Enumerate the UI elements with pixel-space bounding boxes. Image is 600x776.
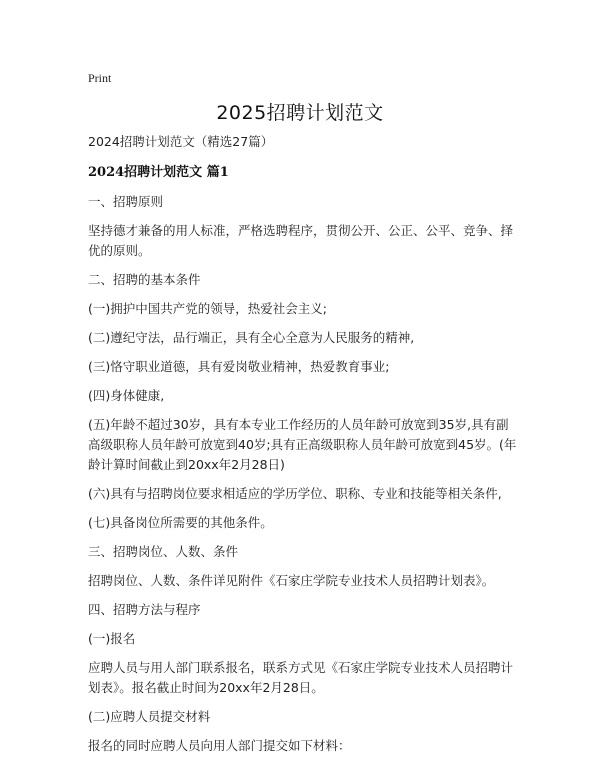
document-subtitle: 2024招聘计划范文（精选27篇） bbox=[88, 134, 274, 149]
paragraph-condition-4: (四)身体健康, bbox=[88, 388, 165, 403]
paragraph-registration-text: 应聘人员与用人部门联系报名，联系方式见《石家庄学院专业技术人员招聘计划表》。报名截止时间为20xx年2月28日。 bbox=[88, 660, 514, 695]
paragraph-condition-3: (三)恪守职业道德，具有爱岗敬业精神，热爱教育事业; bbox=[88, 359, 390, 374]
paragraph-principle-heading: 一、招聘原则 bbox=[88, 194, 164, 209]
document-body bbox=[88, 132, 520, 765]
paragraph-registration-heading: (一)报名 bbox=[88, 631, 136, 646]
print-link[interactable]: Print bbox=[88, 71, 112, 85]
paragraph-condition-1: (一)拥护中国共产党的领导，热爱社会主义; bbox=[88, 301, 327, 316]
page-title: 2025招聘计划范文 bbox=[216, 102, 384, 124]
paragraph-method-heading: 四、招聘方法与程序 bbox=[88, 602, 201, 617]
paragraph-positions-heading: 三、招聘岗位、人数、条件 bbox=[88, 544, 239, 559]
paragraph-principle-text: 坚持德才兼备的用人标准，严格选聘程序，贯彻公开、公正、公平、竞争、择优的原则。 bbox=[88, 223, 514, 258]
paragraph-materials-text: 报名的同时应聘人员向用人部门提交如下材料： bbox=[88, 738, 351, 753]
paragraph-materials-heading: (二)应聘人员提交材料 bbox=[88, 709, 211, 724]
paragraph-condition-2: (二)遵纪守法，品行端正，具有全心全意为人民服务的精神, bbox=[88, 330, 415, 345]
paragraph-condition-5: (五)年龄不超过30岁，具有本专业工作经历的人员年龄可放宽到35岁,具有副高级职称人员年龄可放宽到40岁;具有正高级职称人员年龄可放宽到45岁。(年龄计算时间截止到20xx年2月28日) bbox=[88, 417, 517, 472]
paragraph-condition-6: (六)具有与招聘岗位要求相适应的学历学位、职称、专业和技能等相关条件, bbox=[88, 486, 502, 501]
paragraph-positions-text: 招聘岗位、人数、条件详见附件《石家庄学院专业技术人员招聘计划表》。 bbox=[88, 573, 495, 588]
section-heading: 2024招聘计划范文 篇1 bbox=[88, 165, 229, 180]
paragraph-conditions-heading: 二、招聘的基本条件 bbox=[88, 272, 201, 287]
paragraph-condition-7: (七)具备岗位所需要的其他条件。 bbox=[88, 515, 273, 530]
